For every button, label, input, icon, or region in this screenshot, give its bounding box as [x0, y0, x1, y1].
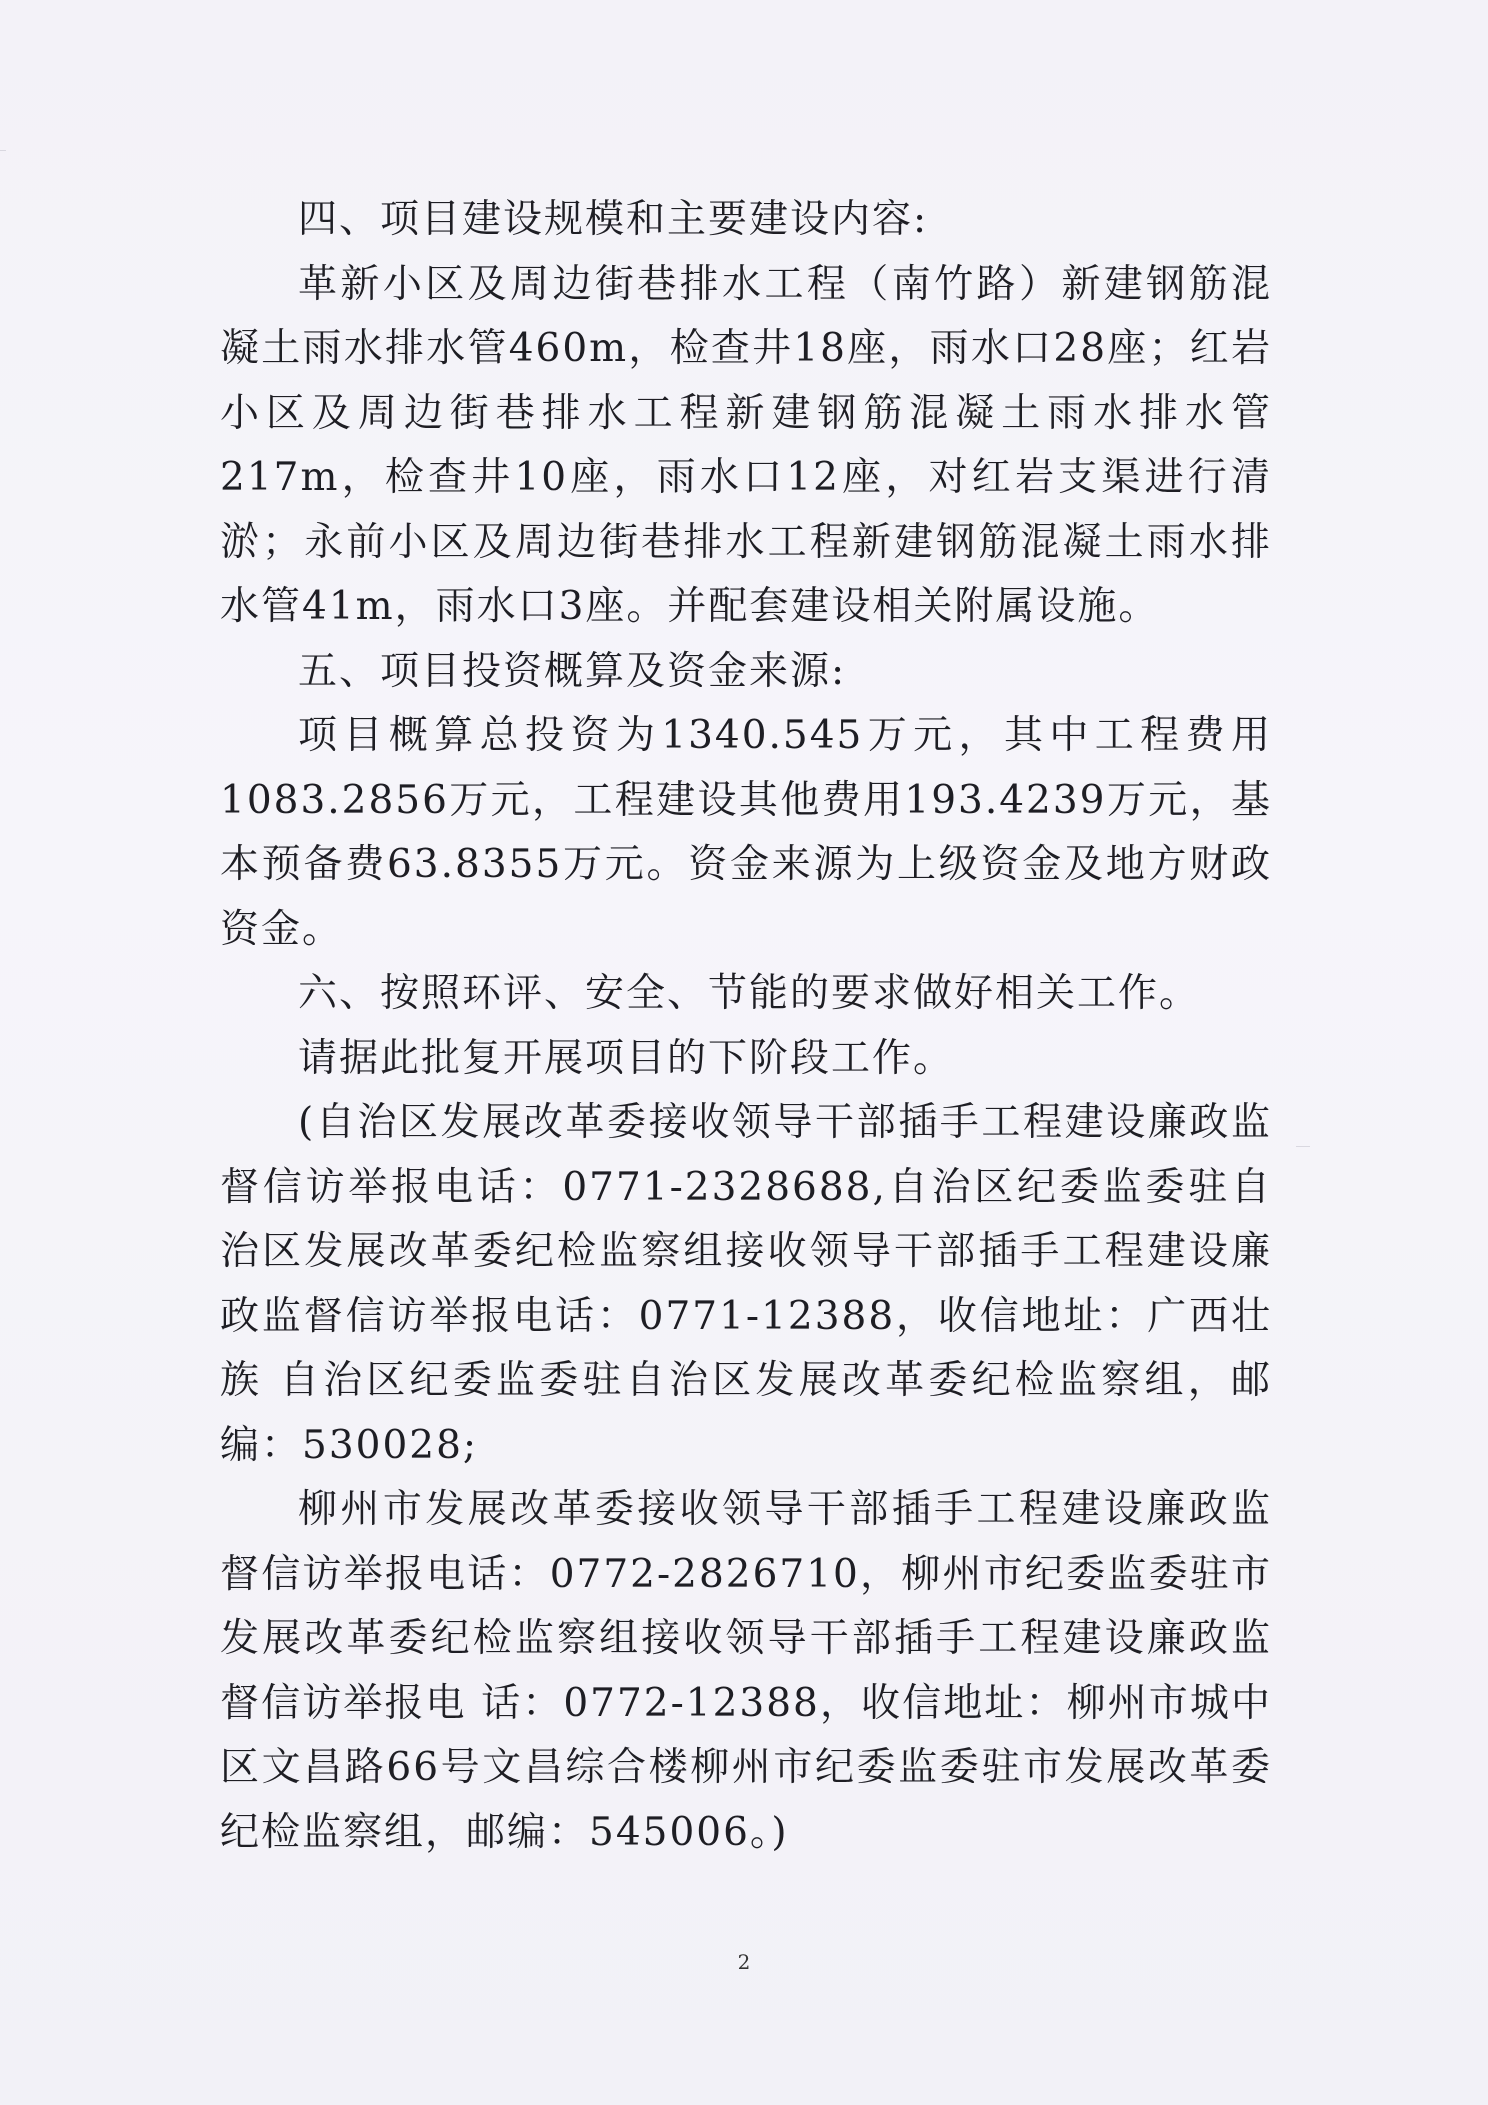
scan-edge-mark	[1296, 1146, 1310, 1147]
paragraph-next-stage: 请据此批复开展项目的下阶段工作。	[298, 1035, 955, 1081]
section-heading-scale: 四、项目建设规模和主要建设内容:	[298, 197, 929, 242]
paragraph-city-hotline: 柳州市发展改革委接收领导干部插手工程建设廉政监督信访举报电话：0772-2826710，柳州市纪委监委驻市发展改革委纪检监察组接收领导干部插手工程建设廉政监督信访举报电 话：0772-12388，收信地址：柳州市城中区文昌路66号文昌综合楼柳州市纪委监委驻市发展改革委纪检监察组，邮编：545006。)	[220, 1487, 1272, 1855]
section-heading-investment: 五、项目投资概算及资金来源:	[298, 648, 847, 694]
paragraph-investment-details: 项目概算总投资为1340.545万元，其中工程费用1083.2856万元，工程建设其他费用193.4239万元，基本预备费63.8355万元。资金来源为上级资金及地方财政资金。	[220, 713, 1272, 952]
page-number: 2	[737, 1950, 751, 1974]
paragraph-construction-content: 革新小区及周边街巷排水工程（南竹路）新建钢筋混凝土雨水排水管460m，检查井18座，雨水口28座；红岩小区及周边街巷排水工程新建钢筋混凝土雨水排水管217m，检查井10座，雨水口12座，对红岩支渠进行清淤；永前小区及周边街巷排水工程新建钢筋混凝土雨水排水管41m，雨水口3座。并配套建设相关附属设施。	[220, 261, 1272, 629]
document-body	[220, 188, 1272, 1865]
section-heading-requirements: 六、按照环评、安全、节能的要求做好相关工作。	[298, 971, 1201, 1016]
scan-edge-mark	[0, 150, 6, 151]
paragraph-regional-hotline: (自治区发展改革委接收领导干部插手工程建设廉政监督信访举报电话：0771-2328688,自治区纪委监委驻自治区发展改革委纪检监察组接收领导干部插手工程建设廉政监督信访举报电话：0771-12388，收信地址：广西壮族 自治区纪委监委驻自治区发展改革委纪检监察组，邮编：530028;	[220, 1100, 1272, 1468]
